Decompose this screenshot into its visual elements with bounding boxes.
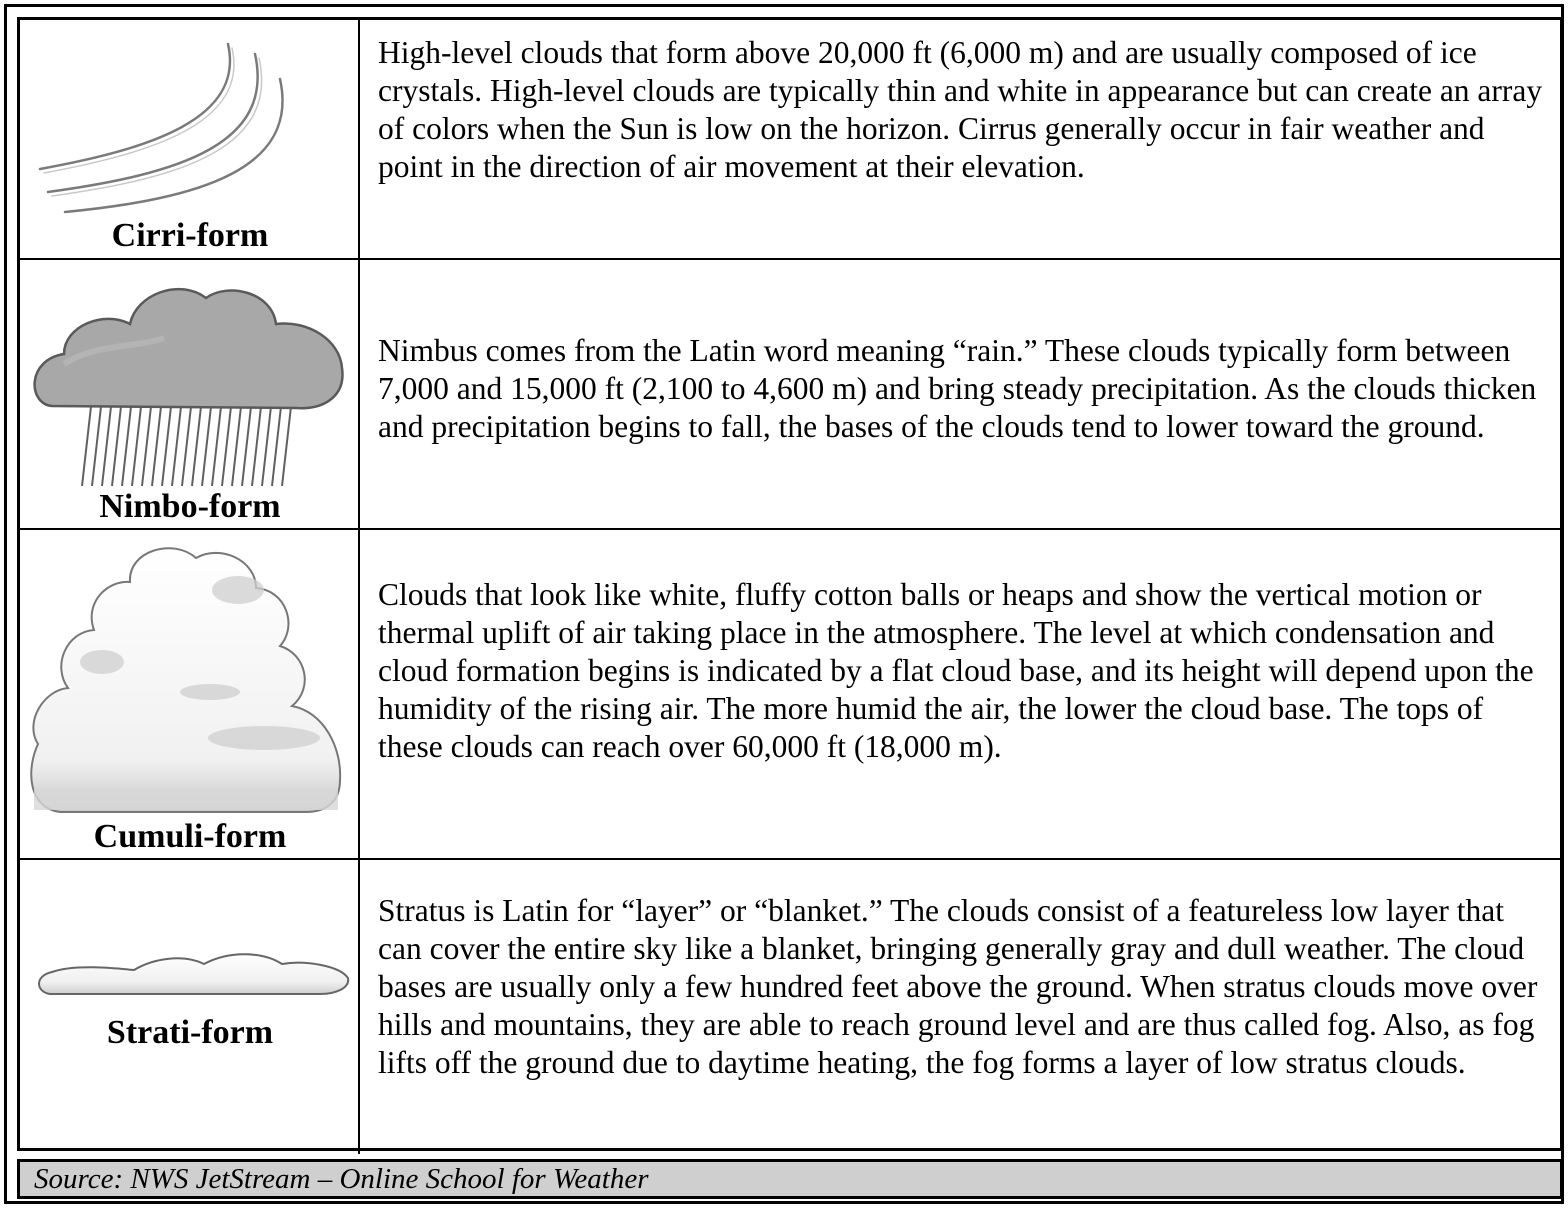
row-label-strati: Strati-form [106,1014,274,1051]
description-cumuli: Clouds that look like white, fluffy cotton balls or heaps and show the vertical motion or thermal uplift of air taking place in the atmosphere. The level at which condensation and cloud formation begins is indicated by a flat cloud base, and its height will depend upon the humidity of the rising air. The more humid the air, the lower the cloud base. The tops of these clouds can reach over 60,000 ft (18,000 m). [378,577,1534,764]
row-label-cirri: Cirri-form [111,217,269,254]
stratus-cloud-icon [34,942,350,1002]
cloud-types-table-frame [4,4,1564,1204]
description-strati: Stratus is Latin for “layer” or “blanket.” The clouds consist of a featureless low layer that can cover the entire sky like a blanket, bringing generally gray and dull weather. The cloud bases are usually only a few hundred feet above the ground. When stratus clouds move over hills and mountains, they are able to reach ground level and are thus called fog. Also, as fog lifts off the ground due to daytime heating, the fog forms a layer of low stratus clouds. [378,893,1538,1080]
description-cirri: High-level clouds that form above 20,000 ft (6,000 m) and are usually composed of ice crystals. High-level clouds are typically thin and white in appearance but can create an array of colors when the Sun is low on the horizon. Cirrus generally occur in fair weather and point in the direction of air movement at their elevation. [378,35,1543,184]
image-cell-nimbo [20,260,360,528]
source-caption: Source: NWS JetStream – Online School for Weather [17,1159,1563,1199]
image-cell-strati [20,860,360,1154]
table-row-nimbo [20,258,1560,528]
cumulus-cloud-icon [24,540,354,816]
description-nimbo: Nimbus comes from the Latin word meaning “rain.” These clouds typically form between 7,000 and 15,000 ft (2,100 to 4,600 m) and bring steady precipitation. As the clouds thicken and precipitation begins to fall, the bases of the clouds tend to lower toward the ground. [378,333,1537,444]
image-cell-cirri [20,20,360,258]
table-row-cumuli [20,528,1560,858]
rain-cloud-icon [24,268,354,488]
row-label-cumuli: Cumuli-form [93,818,287,855]
row-label-nimbo: Nimbo-form [99,488,281,525]
cirrus-cloud-icon [30,24,330,220]
cloud-types-table [17,17,1563,1151]
image-cell-cumuli [20,530,360,858]
table-row-cirri [20,20,1560,258]
table-row-strati [20,858,1560,1154]
